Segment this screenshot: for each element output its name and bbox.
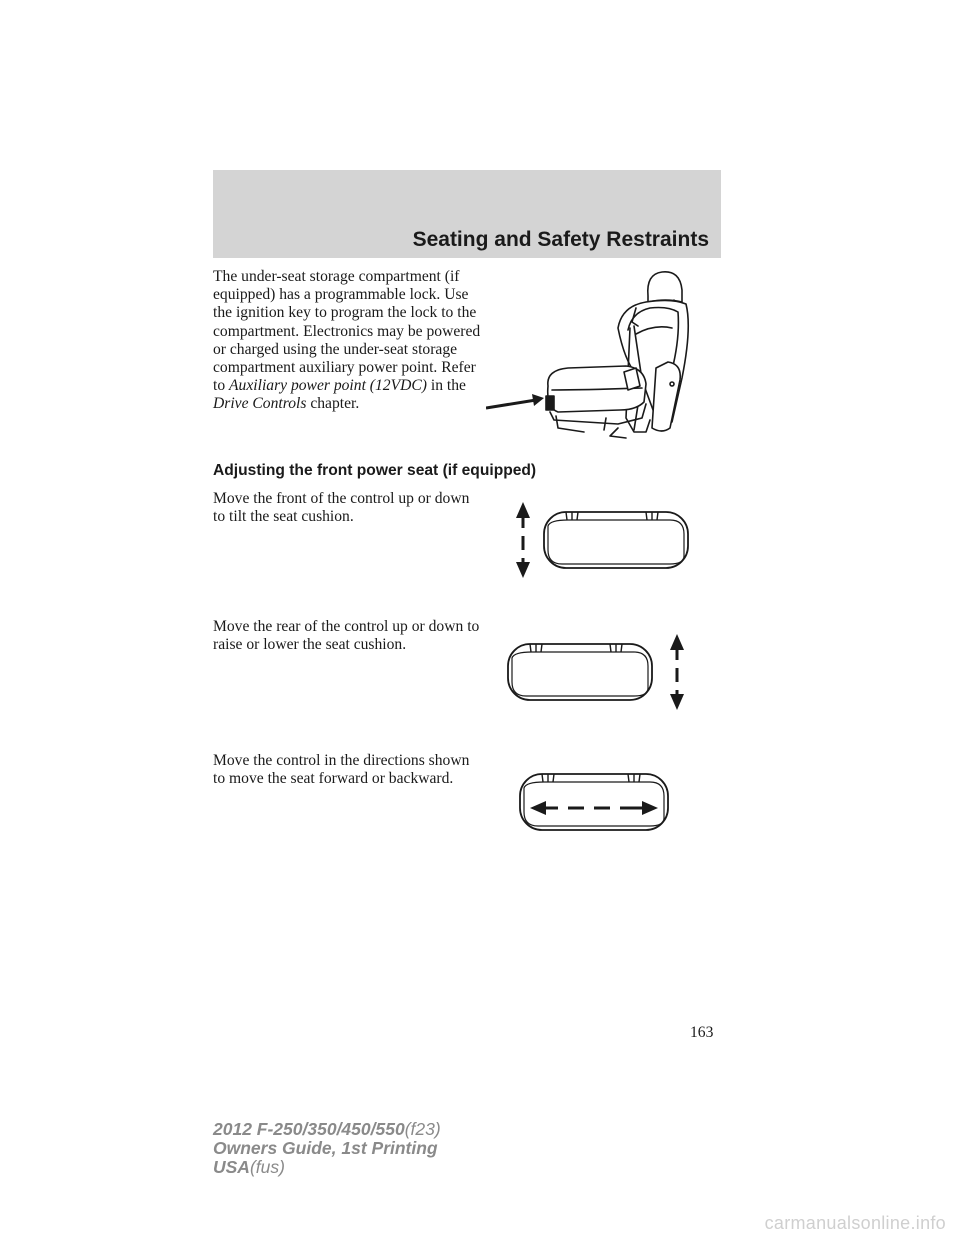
section-title: Seating and Safety Restraints	[412, 228, 709, 251]
document-footer	[213, 1120, 441, 1177]
instruction-slide: Move the control in the directions shown to move the seat forward or backward.	[213, 752, 470, 788]
footer-market: USA	[213, 1157, 250, 1177]
footer-line-printing: Owners Guide, 1st Printing	[213, 1138, 438, 1158]
page-number: 163	[690, 1024, 714, 1041]
control-lift-rear-icon	[506, 634, 690, 712]
storage-text-end: chapter.	[310, 395, 360, 413]
watermark: carmanualsonline.info	[764, 1213, 946, 1233]
control-slide-icon	[518, 770, 672, 832]
storage-text: The under-seat storage compartment (if equipped) has a programmable lock. Use the ignition key to program the lock to the compartment. Electronics may be powered or charged using the under-seat storage compartment auxiliary power point. Refer to	[213, 268, 481, 395]
instruction-tilt: Move the front of the control up or down to tilt the seat cushion.	[213, 490, 470, 526]
footer-line-model	[213, 1120, 441, 1139]
control-tilt-front-icon	[510, 500, 700, 580]
storage-text-middle: in the	[430, 377, 466, 395]
footer-market-code: (fus)	[249, 1157, 285, 1177]
instruction-lift: Move the rear of the control up or down to raise or lower the seat cushion.	[213, 618, 480, 654]
footer-model: 2012 F-250/350/450/550	[213, 1119, 405, 1139]
footer-line-market	[213, 1158, 441, 1177]
link-auxiliary-power-point[interactable]: Auxiliary power point (12VDC)	[229, 377, 427, 395]
link-drive-controls[interactable]: Drive Controls	[213, 395, 307, 413]
storage-paragraph	[213, 268, 483, 414]
footer-model-code: (f23)	[404, 1119, 441, 1139]
section-header-band	[213, 170, 721, 258]
seat-illustration-icon	[486, 268, 706, 440]
power-seat-heading: Adjusting the front power seat (if equipped)	[213, 462, 537, 479]
